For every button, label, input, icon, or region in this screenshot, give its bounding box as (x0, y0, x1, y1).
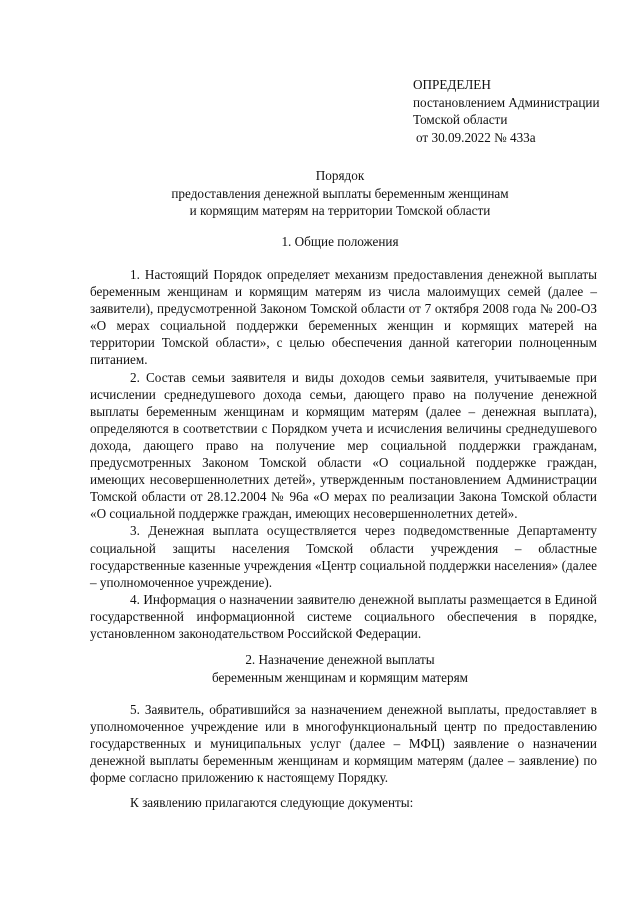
title-line-3: и кормящим матерям на территории Томской области (189, 203, 491, 218)
section-2-heading-line-1: 2. Назначение денежной выплаты (245, 652, 435, 667)
title-line-2: предоставления денежной выплаты беременным женщинам (171, 185, 509, 201)
paragraph-3: 3. Денежная выплата осуществляется через подведомственные Департаменту социальной защиты населения Томской области учреждения – областные государственные казенные учреждения «Центр социальной поддержки населения» (далее – уполномоченное учреждение). (90, 523, 597, 590)
section-2-heading (90, 651, 590, 686)
document-title (90, 167, 590, 220)
paragraph-1: 1. Настоящий Порядок определяет механизм предоставления денежной выплаты беременным женщинам и кормящим матерям из числа малоимущих семей (далее – заявители), предусмотренной Законом Томской области от 7 октября 2008 года № 200-ОЗ «О мерах социальной поддержки беременных женщин и кормящих матерей на территории Томской области», с целью обеспечения данной категории полноценным питанием. (90, 267, 597, 368)
approval-line-3: Томской области (413, 112, 508, 127)
paragraph-documents-intro: К заявлению прилагаются следующие документы: (130, 795, 414, 811)
approval-stamp (413, 76, 600, 146)
approval-line-1: ОПРЕДЕЛЕН (413, 77, 491, 92)
paragraph-5: 5. Заявитель, обратившийся за назначением денежной выплаты, предоставляет в уполномоченное учреждение или в многофункциональный центр по предоставлению государственных и муниципальных услуг (далее – МФЦ) заявление о назначении денежной выплаты беременным женщинам и кормящим матерям (далее – заявление) по форме согласно приложению к настоящему Порядку. (90, 702, 597, 786)
section-2-heading-line-2: беременным женщинам и кормящим матерям (212, 669, 468, 685)
title-line-1: Порядок (315, 168, 365, 183)
approval-line-2: постановлением Администрации (413, 94, 600, 110)
section-1-body (90, 266, 597, 642)
paragraph-4: 4. Информация о назначении заявителю денежной выплаты размещается в Единой государственной информационной системе социального обеспечения в порядке, установленном законодательством Российской Федерации. (90, 591, 597, 641)
approval-date: от 30.09.2022 № 433а (416, 129, 536, 145)
section-1-heading: 1. Общие положения (281, 234, 399, 249)
section-2-body (90, 701, 597, 812)
paragraph-2: 2. Состав семьи заявителя и виды доходов семьи заявителя, учитываемые при исчислении среднедушевого дохода семьи, дающего право на получение денежной выплаты беременным женщинам и кормящим матерям (далее – денежная выплата), определяются в соответствии с Порядком учета и исчисления величины среднедушевого дохода, дающего право на получение мер социальной поддержки гражданам, предусмотренных Законом Томской области «О социальной поддержке граждан, имеющих несовершеннолетних детей», утвержденным постановлением Администрации Томской области от 28.12.2004 № 96а «О мерах по реализации Закона Томской области «О социальной поддержке граждан, имеющих несовершеннолетних детей». (90, 369, 597, 522)
